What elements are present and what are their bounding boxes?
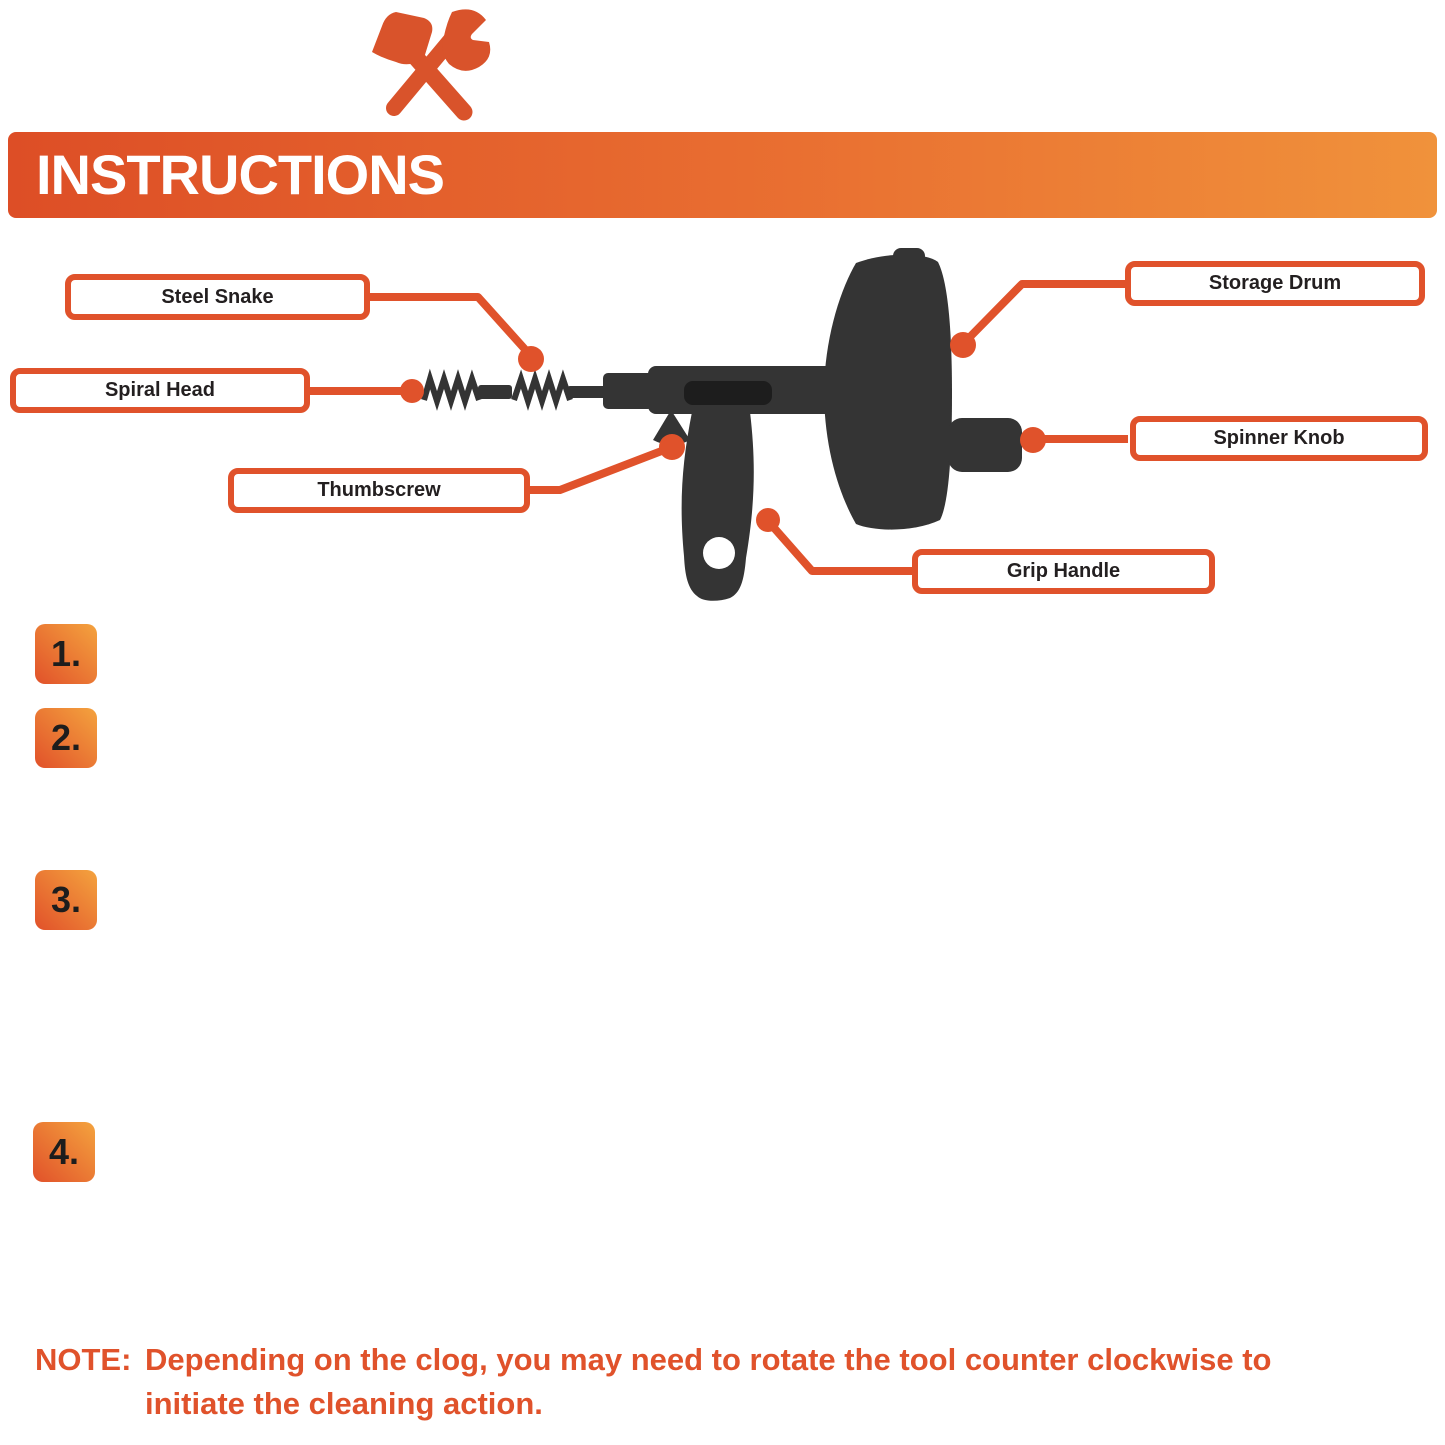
dot-storage-drum [950, 332, 976, 358]
note-text: Depending on the clog, you may need to rotate the tool counter clockwise to initiate the cleaning action. [145, 1342, 1272, 1421]
step-number-1: 1. [50, 633, 82, 674]
callout-grip-handle-label: Grip Handle [1006, 560, 1121, 582]
step-number-4: 4. [48, 1131, 80, 1172]
callout-storage-drum [1125, 261, 1425, 306]
step-badge-2 [35, 708, 97, 768]
page-title: INSTRUCTIONS [36, 143, 444, 206]
grip-handle-part [682, 412, 754, 601]
grip-handle-hole [703, 537, 735, 569]
cable-shaft [567, 386, 607, 398]
dot-spinner-knob [1020, 427, 1046, 453]
dot-grip-handle [756, 508, 780, 532]
dot-spiral-head [400, 379, 424, 403]
callout-thumbscrew [228, 468, 530, 513]
callout-steel-snake [65, 274, 370, 320]
leader-thumbscrew [528, 447, 672, 490]
spinner-knob-part [948, 418, 1022, 472]
chuck-collar [603, 373, 653, 409]
cable-ferrule [478, 385, 512, 399]
step-number-2: 2. [50, 717, 82, 758]
callout-thumbscrew-label: Thumbscrew [317, 479, 441, 501]
dot-steel-snake [518, 346, 544, 372]
steel-snake-coil-2 [514, 379, 570, 401]
step-badge-4 [33, 1122, 95, 1182]
leader-steel-snake [368, 297, 531, 356]
body-slot [684, 381, 772, 405]
leader-storage-drum [963, 284, 1127, 344]
callout-spiral-head [10, 368, 310, 413]
callout-spinner-knob [1130, 416, 1428, 461]
steel-snake-coil [424, 379, 479, 401]
storage-drum-part [824, 255, 952, 530]
dot-thumbscrew [659, 434, 685, 460]
callout-steel-snake-label: Steel Snake [161, 285, 274, 308]
note-label: NOTE: [35, 1342, 132, 1377]
step-badge-1 [35, 624, 97, 684]
step-badge-3 [35, 870, 97, 930]
callout-storage-drum-label: Storage Drum [1208, 272, 1342, 294]
callout-grip-handle [912, 549, 1215, 594]
note-block [35, 1338, 1375, 1426]
callout-spinner-knob-label: Spinner Knob [1213, 427, 1345, 449]
callout-spiral-head-label: Spiral Head [104, 379, 216, 401]
step-number-3: 3. [50, 879, 82, 920]
